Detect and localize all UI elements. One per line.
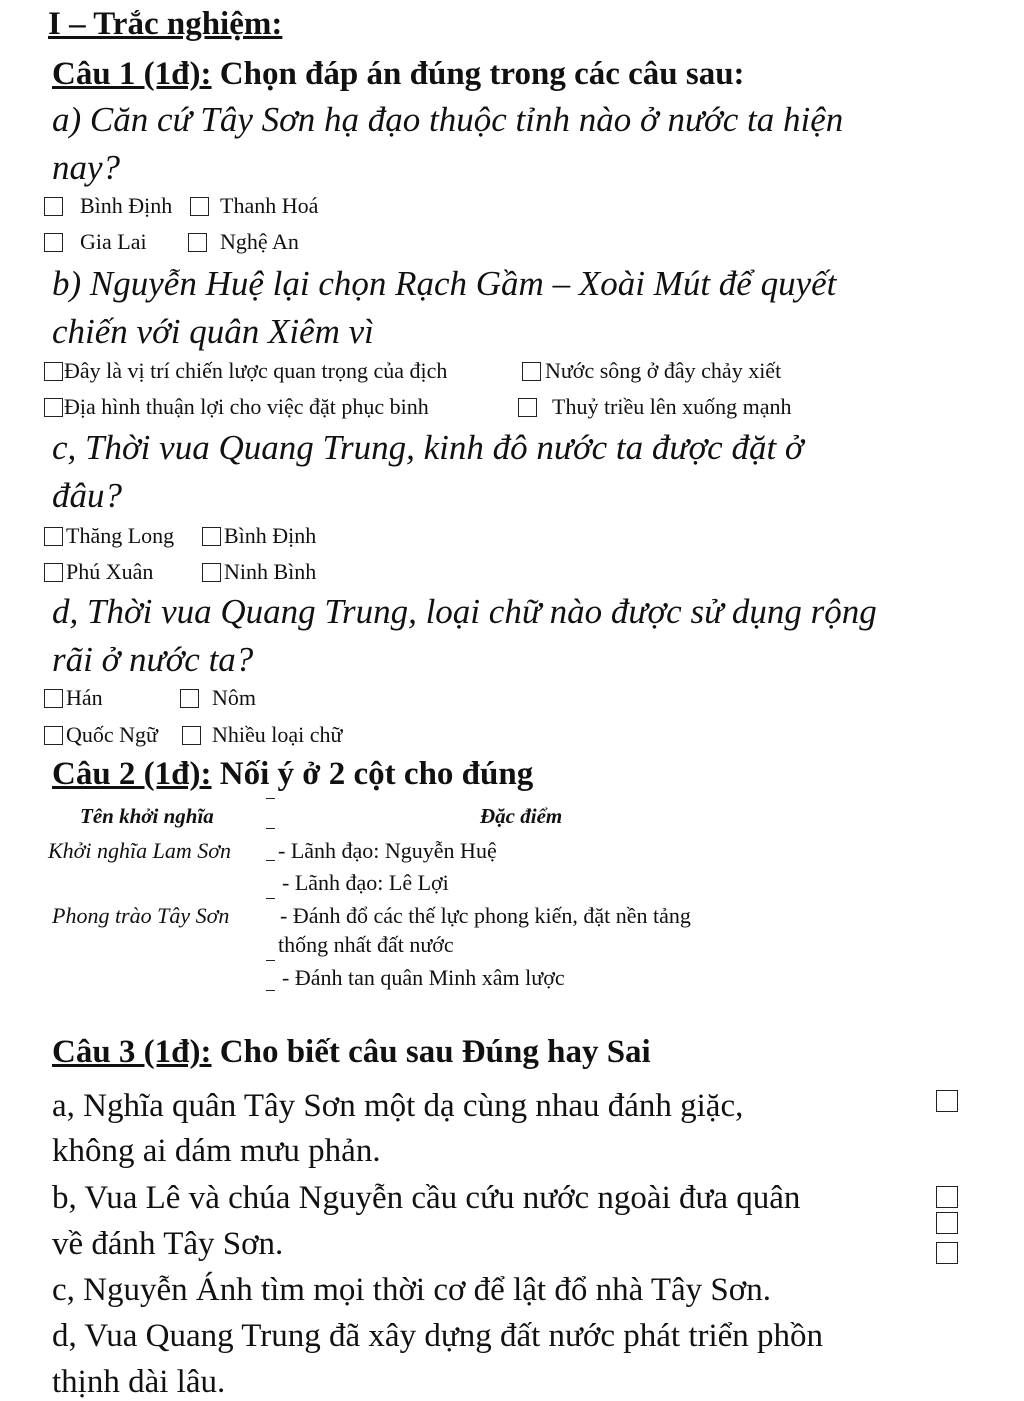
q1c-checkbox-2[interactable]: [202, 527, 221, 546]
q1b-option-2: Nước sông ở đây chảy xiết: [545, 358, 782, 383]
q1d-text-line2: rãi ở nước ta?: [52, 640, 254, 679]
q1b-text-line2: chiến với quân Xiêm vì: [52, 312, 374, 351]
q3-statement-a-line2: không ai dám mưu phản.: [52, 1133, 381, 1169]
q1c-text-line1: c, Thời vua Quang Trung, kinh đô nước ta được đặt ở: [52, 428, 804, 467]
q1a-text-line1: a) Căn cứ Tây Sơn hạ đạo thuộc tỉnh nào ở nước ta hiện: [52, 100, 844, 139]
q1a-checkbox-3[interactable]: [44, 233, 63, 252]
q1d-text-line1: d, Thời vua Quang Trung, loại chữ nào được sử dụng rộng: [52, 592, 877, 631]
q2-right-item-3-cont: thống nhất đất nước: [278, 932, 454, 957]
connector-dash: [266, 860, 275, 861]
q1c-option-2: Bình Định: [224, 523, 317, 548]
q2-instruction: Nối ý ở 2 cột cho đúng: [219, 756, 534, 792]
connector-dash: [266, 990, 275, 991]
q2-right-item-2[interactable]: - Lãnh đạo: Lê Lợi: [282, 870, 449, 895]
q1b-checkbox-3[interactable]: [44, 398, 63, 417]
q2-header: [52, 756, 533, 793]
q1c-checkbox-1[interactable]: [44, 527, 63, 546]
q3-header: [52, 1034, 651, 1071]
connector-dash: [266, 960, 275, 961]
connector-dash: [266, 798, 275, 799]
q1d-option-2: Nôm: [212, 685, 256, 710]
q1d-checkbox-4[interactable]: [182, 726, 201, 745]
q1d-checkbox-2[interactable]: [180, 689, 199, 708]
q1d-checkbox-1[interactable]: [44, 689, 63, 708]
q3-statement-a-line1: a, Nghĩa quân Tây Sơn một dạ cùng nhau đánh giặc,: [52, 1088, 744, 1124]
q3-checkbox-a[interactable]: [936, 1090, 958, 1112]
q3-statement-c: c, Nguyễn Ánh tìm mọi thời cơ để lật đổ nhà Tây Sơn.: [52, 1272, 771, 1308]
section-title: I – Trắc nghiệm:: [48, 6, 283, 42]
q2-right-column-header: Đặc điểm: [480, 804, 563, 828]
q1d-option-1: Hán: [66, 685, 103, 710]
q3-statement-d-line2: thịnh dài lâu.: [52, 1364, 226, 1400]
q1a-option-1: Bình Định: [80, 193, 173, 218]
q1a-text-line2: nay?: [52, 148, 121, 187]
q1-instruction: Chọn đáp án đúng trong các câu sau:: [219, 56, 745, 92]
q1b-option-3: Địa hình thuận lợi cho việc đặt phục binh: [64, 394, 429, 419]
q1a-option-3: Gia Lai: [80, 229, 147, 254]
q1b-checkbox-4[interactable]: [518, 398, 537, 417]
q2-right-item-4[interactable]: - Đánh tan quân Minh xâm lược: [282, 965, 565, 990]
q1a-checkbox-4[interactable]: [188, 233, 207, 252]
q1a-option-4: Nghệ An: [220, 229, 299, 254]
q1d-option-3: Quốc Ngữ: [66, 722, 158, 747]
q2-left-item-1[interactable]: Khởi nghĩa Lam Sơn: [48, 838, 232, 863]
q1d-checkbox-3[interactable]: [44, 726, 63, 745]
q1c-option-3: Phú Xuân: [66, 559, 154, 584]
q3-checkbox-d[interactable]: [936, 1242, 958, 1264]
q1b-option-4: Thuỷ triều lên xuống mạnh: [552, 394, 792, 419]
q1c-option-1: Thăng Long: [66, 523, 175, 548]
connector-dash: [266, 828, 275, 829]
q1-label: Câu 1 (1đ):: [52, 56, 212, 92]
q1b-option-1: Đây là vị trí chiến lược quan trọng của địch: [64, 358, 448, 383]
q2-right-item-3[interactable]: - Đánh đổ các thế lực phong kiến, đặt nền tảng: [280, 903, 691, 928]
q1a-checkbox-1[interactable]: [44, 197, 63, 216]
q1c-text-line2: đâu?: [52, 476, 122, 515]
q1a-checkbox-2[interactable]: [190, 197, 209, 216]
q3-instruction: Cho biết câu sau Đúng hay Sai: [219, 1034, 651, 1070]
connector-dash: [266, 898, 275, 899]
q3-statement-b-line2: về đánh Tây Sơn.: [52, 1226, 284, 1262]
q2-label: Câu 2 (1đ):: [52, 756, 212, 792]
q1b-checkbox-1[interactable]: [44, 362, 63, 381]
q3-statement-d-line1: d, Vua Quang Trung đã xây dựng đất nước phát triển phồn: [52, 1318, 824, 1354]
q1b-text-line1: b) Nguyễn Huệ lại chọn Rạch Gầm – Xoài Mút để quyết: [52, 264, 837, 303]
q1-header: [52, 56, 745, 93]
q2-left-item-2[interactable]: Phong trào Tây Sơn: [52, 903, 230, 928]
q2-left-column-header: Tên khởi nghĩa: [80, 804, 214, 828]
q3-label: Câu 3 (1đ):: [52, 1034, 212, 1070]
q2-right-item-1[interactable]: - Lãnh đạo: Nguyễn Huệ: [278, 838, 497, 863]
q1a-option-2: Thanh Hoá: [220, 193, 319, 218]
q3-checkbox-c[interactable]: [936, 1212, 958, 1234]
q1d-option-4: Nhiều loại chữ: [212, 722, 343, 747]
q1c-checkbox-4[interactable]: [202, 563, 221, 582]
q1c-option-4: Ninh Bình: [224, 559, 317, 584]
q1b-checkbox-2[interactable]: [522, 362, 541, 381]
q1c-checkbox-3[interactable]: [44, 563, 63, 582]
q3-checkbox-b[interactable]: [936, 1186, 958, 1208]
q3-statement-b-line1: b, Vua Lê và chúa Nguyễn cầu cứu nước ngoài đưa quân: [52, 1180, 801, 1216]
